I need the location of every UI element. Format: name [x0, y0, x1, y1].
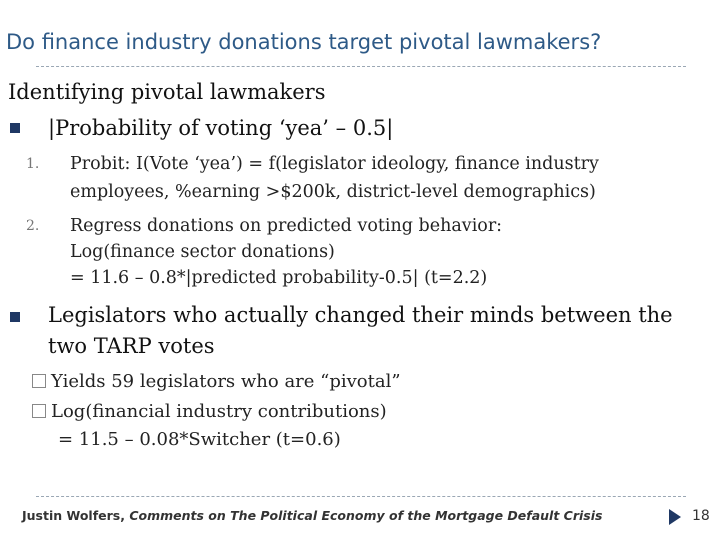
sub-bullet-yields-text: Yields 59 legislators who are “pivotal”	[51, 371, 401, 392]
item-2-line-2: Log(finance sector donations)	[70, 242, 335, 262]
item-number-1: 1.	[26, 156, 40, 172]
item-number-2: 2.	[26, 218, 40, 234]
bullet-switchers-line-1: Legislators who actually changed their minds between the	[48, 303, 673, 327]
footer-divider	[36, 496, 686, 497]
section-heading: Identifying pivotal lawmakers	[8, 80, 326, 104]
slide-title: Do finance industry donations target pivotal lawmakers?	[6, 30, 602, 54]
sub-bullet-yields	[32, 367, 401, 397]
item-1-line-1: Probit: I(Vote ‘yea’) = f(legislator ideology, finance industry	[70, 154, 599, 174]
bullet-probability: |Probability of voting ‘yea’ – 0.5|	[48, 116, 394, 140]
square-bullet-icon	[10, 123, 20, 133]
page-number: 18	[692, 508, 710, 524]
sub-bullet-log-text: Log(financial industry contributions)	[51, 401, 387, 422]
item-1-line-2: employees, %earning >$200k, district-level demographics)	[70, 182, 596, 202]
footer-citation	[22, 508, 602, 523]
square-bullet-icon	[10, 312, 20, 322]
triangle-right-icon[interactable]	[669, 509, 681, 525]
hollow-square-icon	[32, 404, 46, 418]
sub-bullet-log-equation: = 11.5 – 0.08*Switcher (t=0.6)	[58, 429, 341, 450]
footer-author: Justin Wolfers,	[22, 508, 130, 523]
item-2-line-3: = 11.6 – 0.8*|predicted probability-0.5| (t=2.2)	[70, 268, 488, 288]
title-divider	[36, 66, 686, 67]
sub-bullet-log	[32, 397, 387, 427]
item-2-line-1: Regress donations on predicted voting behavior:	[70, 216, 503, 236]
bullet-switchers-line-2: two TARP votes	[48, 334, 215, 358]
hollow-square-icon	[32, 374, 46, 388]
footer-title: Comments on The Political Economy of the Mortgage Default Crisis	[129, 508, 603, 523]
